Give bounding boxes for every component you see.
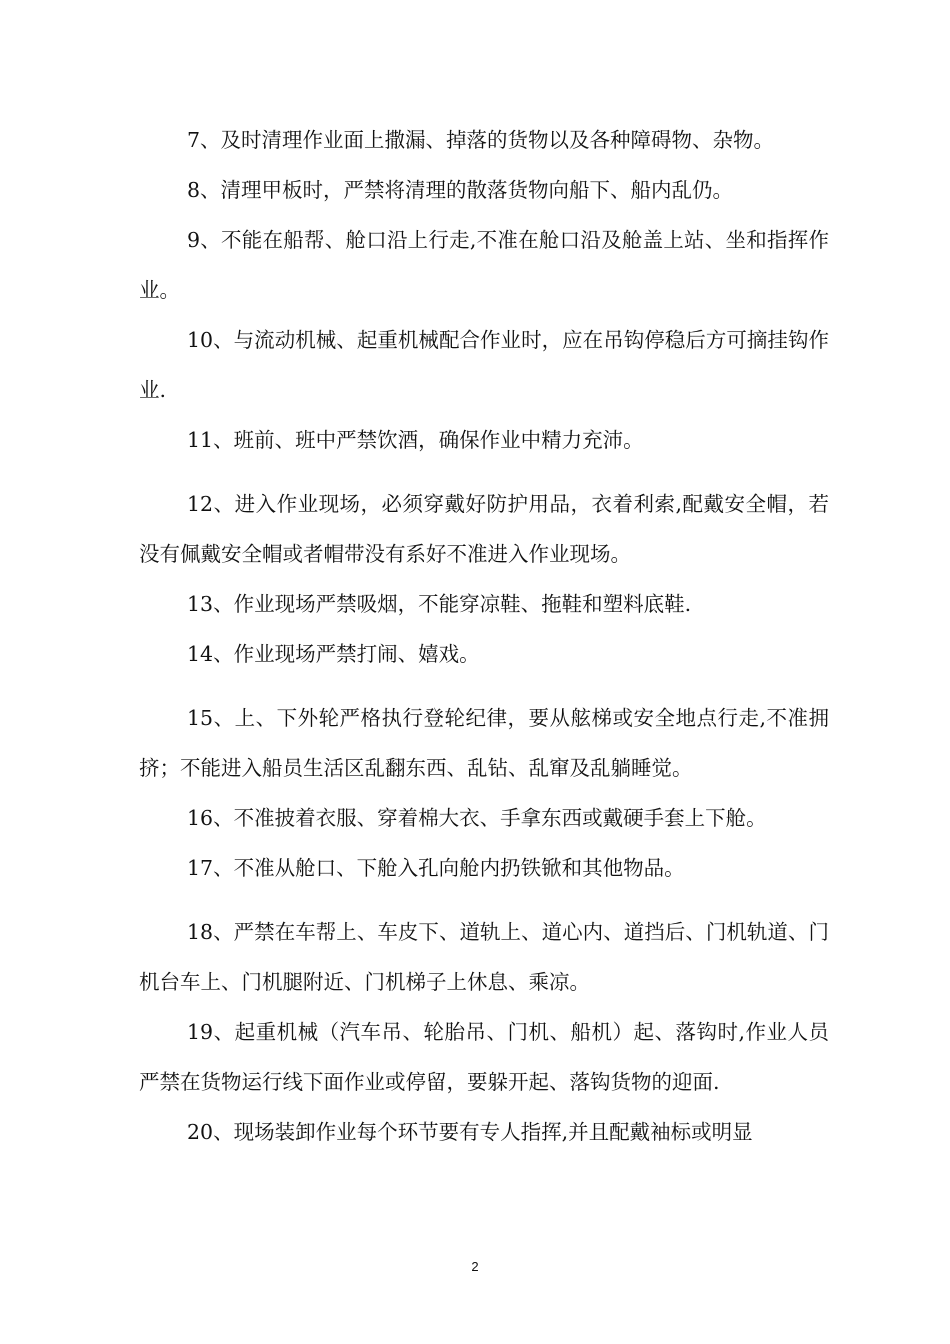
paragraph-20: 20、现场装卸作业每个环节要有专人指挥,并且配戴袖标或明显	[187, 1120, 753, 1144]
paragraph-12: 12、进入作业现场，必须穿戴好防护用品，衣着利索,配戴安全帽，若没有佩戴安全帽或者帽带没有系好不准进入作业现场。	[139, 492, 829, 566]
paragraph-11: 11、班前、班中严禁饮酒，确保作业中精力充沛。	[187, 428, 644, 452]
paragraph-16: 16、不准披着衣服、穿着棉大衣、手拿东西或戴硬手套上下舱。	[187, 806, 767, 830]
paragraph-15: 15、上、下外轮严格执行登轮纪律，要从舷梯或安全地点行走,不准拥挤；不能进入船员生活区乱翻东西、乱钻、乱窜及乱躺睡觉。	[139, 706, 829, 780]
paragraph-13: 13、作业现场严禁吸烟，不能穿凉鞋、拖鞋和塑料底鞋.	[187, 592, 692, 616]
paragraph-9: 9、不能在船帮、舱口沿上行走,不准在舱口沿及舱盖上站、坐和指挥作业。	[139, 228, 829, 302]
paragraph-8: 8、清理甲板时，严禁将清理的散落货物向船下、船内乱仍。	[187, 178, 734, 202]
paragraph-10: 10、与流动机械、起重机械配合作业时，应在吊钩停稳后方可摘挂钩作业.	[139, 328, 829, 402]
paragraph-17: 17、不准从舱口、下舱入孔向舱内扔铁锨和其他物品。	[187, 856, 685, 880]
paragraph-19: 19、起重机械（汽车吊、轮胎吊、门机、船机）起、落钩时,作业人员严禁在货物运行线下面作业或停留，要躲开起、落钩货物的迎面.	[139, 1020, 829, 1094]
page-number: 2	[471, 1259, 479, 1274]
paragraph-18: 18、严禁在车帮上、车皮下、道轨上、道心内、道挡后、门机轨道、门机台车上、门机腿附近、门机梯子上休息、乘凉。	[139, 920, 829, 994]
paragraph-7: 7、及时清理作业面上撒漏、掉落的货物以及各种障碍物、杂物。	[187, 128, 775, 152]
document-body	[139, 115, 829, 1157]
paragraph-14: 14、作业现场严禁打闹、嬉戏。	[187, 642, 480, 666]
